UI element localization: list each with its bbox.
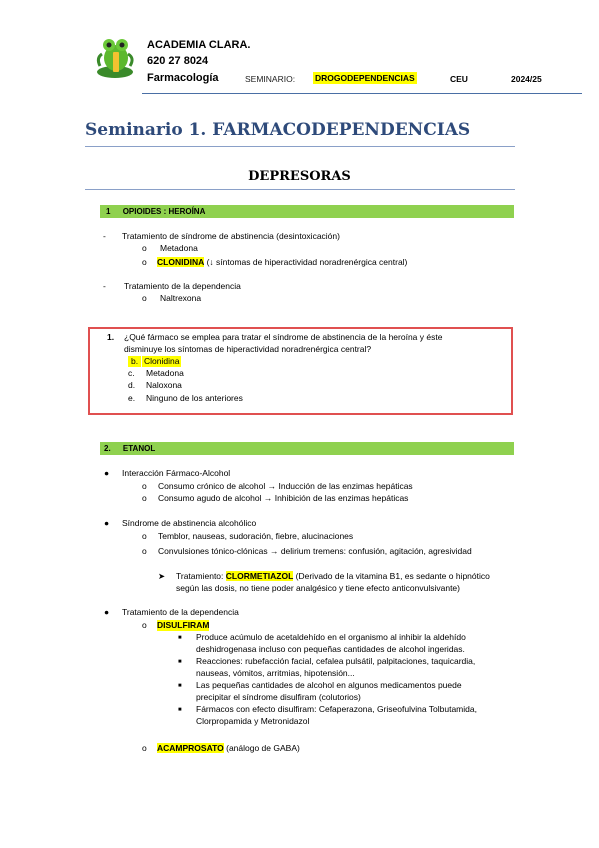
- option-text: Metadona: [146, 368, 184, 378]
- list-item: CLONIDINA (↓ síntomas de hiperactividad noradrenérgica central): [157, 257, 408, 267]
- drug-highlight: ACAMPROSATO: [157, 743, 224, 753]
- list-item: Temblor, nauseas, sudoración, fiebre, alucinaciones: [158, 531, 354, 541]
- bullet-icon: ●: [104, 607, 110, 617]
- question-text-line1: ¿Qué fármaco se emplea para tratar el síndrome de abstinencia de la heroína y éste: [124, 332, 443, 342]
- list-item: Consumo crónico de alcohol → Inducción de las enzimas hepáticas: [158, 481, 413, 491]
- bullet-icon: ●: [104, 518, 110, 528]
- bullet-icon: ●: [104, 468, 110, 478]
- list-item: Convulsiones tónico-clónicas → delirium tremens: confusión, agitación, agresividad: [158, 546, 472, 556]
- option-correct: Clonidina: [144, 356, 180, 366]
- list-item: Metadona: [160, 243, 198, 253]
- academy-logo: [92, 36, 138, 80]
- list-bullet: o: [142, 743, 147, 753]
- square-bullet-icon: ■: [178, 635, 182, 641]
- disulfiram-point: deshidrogenasa incluso con pequeñas cantidades de alcohol ingeridas.: [196, 644, 465, 654]
- list-bullet: -: [103, 231, 106, 241]
- square-bullet-icon: ■: [178, 659, 182, 665]
- option-letter: e.: [128, 393, 136, 403]
- disulfiram-point: precipitar el síndrome disulfiram (colutorios): [196, 692, 361, 702]
- square-bullet-icon: ■: [178, 707, 182, 713]
- title-divider: [85, 146, 515, 147]
- list-item: Tratamiento de la dependencia: [122, 607, 239, 617]
- list-bullet: -: [103, 281, 106, 291]
- list-bullet: o: [142, 546, 147, 556]
- header-divider: [142, 93, 582, 94]
- subtitle-divider: [85, 189, 515, 190]
- section-header-etanol: [100, 442, 514, 455]
- list-bullet: o: [142, 293, 147, 303]
- page-title: Seminario 1. FARMACODEPENDENCIAS: [85, 120, 471, 140]
- square-bullet-icon: ■: [178, 683, 182, 689]
- academy-name: ACADEMIA CLARA.: [147, 39, 251, 51]
- disulfiram-point: Produce acúmulo de acetaldehído en el organismo al inhibir la aldehído: [196, 632, 466, 642]
- drug-highlight: CLONIDINA: [157, 257, 205, 267]
- drug-highlight: CLORMETIAZOL: [225, 571, 294, 581]
- disulfiram-point: Reacciones: rubefacción facial, cefalea pulsátil, palpitaciones, taquicardia,: [196, 656, 476, 666]
- section-header-opioides: [100, 205, 514, 218]
- drug-highlight: DISULFIRAM: [157, 620, 210, 630]
- list-item: Interacción Fármaco-Alcohol: [122, 468, 231, 478]
- list-bullet: o: [142, 531, 147, 541]
- disulfiram-point: nauseas, vómitos, arritmias, hipotensión...: [196, 668, 355, 678]
- question-text-line2: disminuye los síntomas de hiperactividad noradrenérgica central?: [124, 344, 372, 354]
- school-name: CEU: [450, 74, 468, 84]
- list-item: Tratamiento de síndrome de abstinencia (desintoxicación): [122, 231, 340, 241]
- section-label: ETANOL: [122, 444, 156, 453]
- question-number: 1.: [107, 332, 115, 342]
- treatment-line1: Tratamiento: CLORMETIAZOL (Derivado de la vitamina B1, es sedante o hipnótico: [176, 571, 490, 581]
- disulfiram-point: Fármacos con efecto disulfiram: Cefaperazona, Griseofulvina Tolbutamida,: [196, 704, 477, 714]
- option-letter: d.: [128, 380, 136, 390]
- option-letter: c.: [128, 368, 135, 378]
- list-bullet: o: [142, 257, 147, 267]
- option-text: Naloxona: [146, 380, 182, 390]
- seminar-topic: DROGODEPENDENCIAS: [315, 73, 415, 83]
- arrow-bullet-icon: ➤: [158, 571, 166, 581]
- section-subtitle: DEPRESORAS: [248, 169, 351, 184]
- section-label: OPIOIDES : HEROÍNA: [122, 207, 206, 216]
- list-item: Síndrome de abstinencia alcohólico: [122, 518, 257, 528]
- list-bullet: o: [142, 243, 147, 253]
- option-text: Ninguno de los anteriores: [146, 393, 243, 403]
- course-year: 2024/25: [511, 74, 542, 84]
- list-bullet: o: [142, 481, 147, 491]
- list-item: Tratamiento de la dependencia: [124, 281, 241, 291]
- treatment-line2: según las dosis, no tiene poder analgésico y tiene efecto anticonvulsivante): [176, 583, 460, 593]
- frog-logo-icon: [92, 36, 138, 80]
- disulfiram-point: Clorpropamida y Metronidazol: [196, 716, 310, 726]
- list-item: ACAMPROSATO (análogo de GABA): [157, 743, 300, 753]
- seminar-label: SEMINARIO:: [245, 74, 296, 84]
- list-item: Consumo agudo de alcohol → Inhibición de las enzimas hepáticas: [158, 493, 409, 503]
- list-bullet: o: [142, 620, 147, 630]
- list-bullet: o: [142, 493, 147, 503]
- section-number: 2.: [104, 444, 111, 453]
- subject-name: Farmacología: [147, 72, 219, 84]
- disulfiram-point: Las pequeñas cantidades de alcohol en algunos medicamentos puede: [196, 680, 462, 690]
- option-letter: b.: [128, 356, 141, 367]
- section-number: 1: [106, 207, 111, 216]
- list-item: Naltrexona: [160, 293, 202, 303]
- academy-phone: 620 27 8024: [147, 55, 209, 67]
